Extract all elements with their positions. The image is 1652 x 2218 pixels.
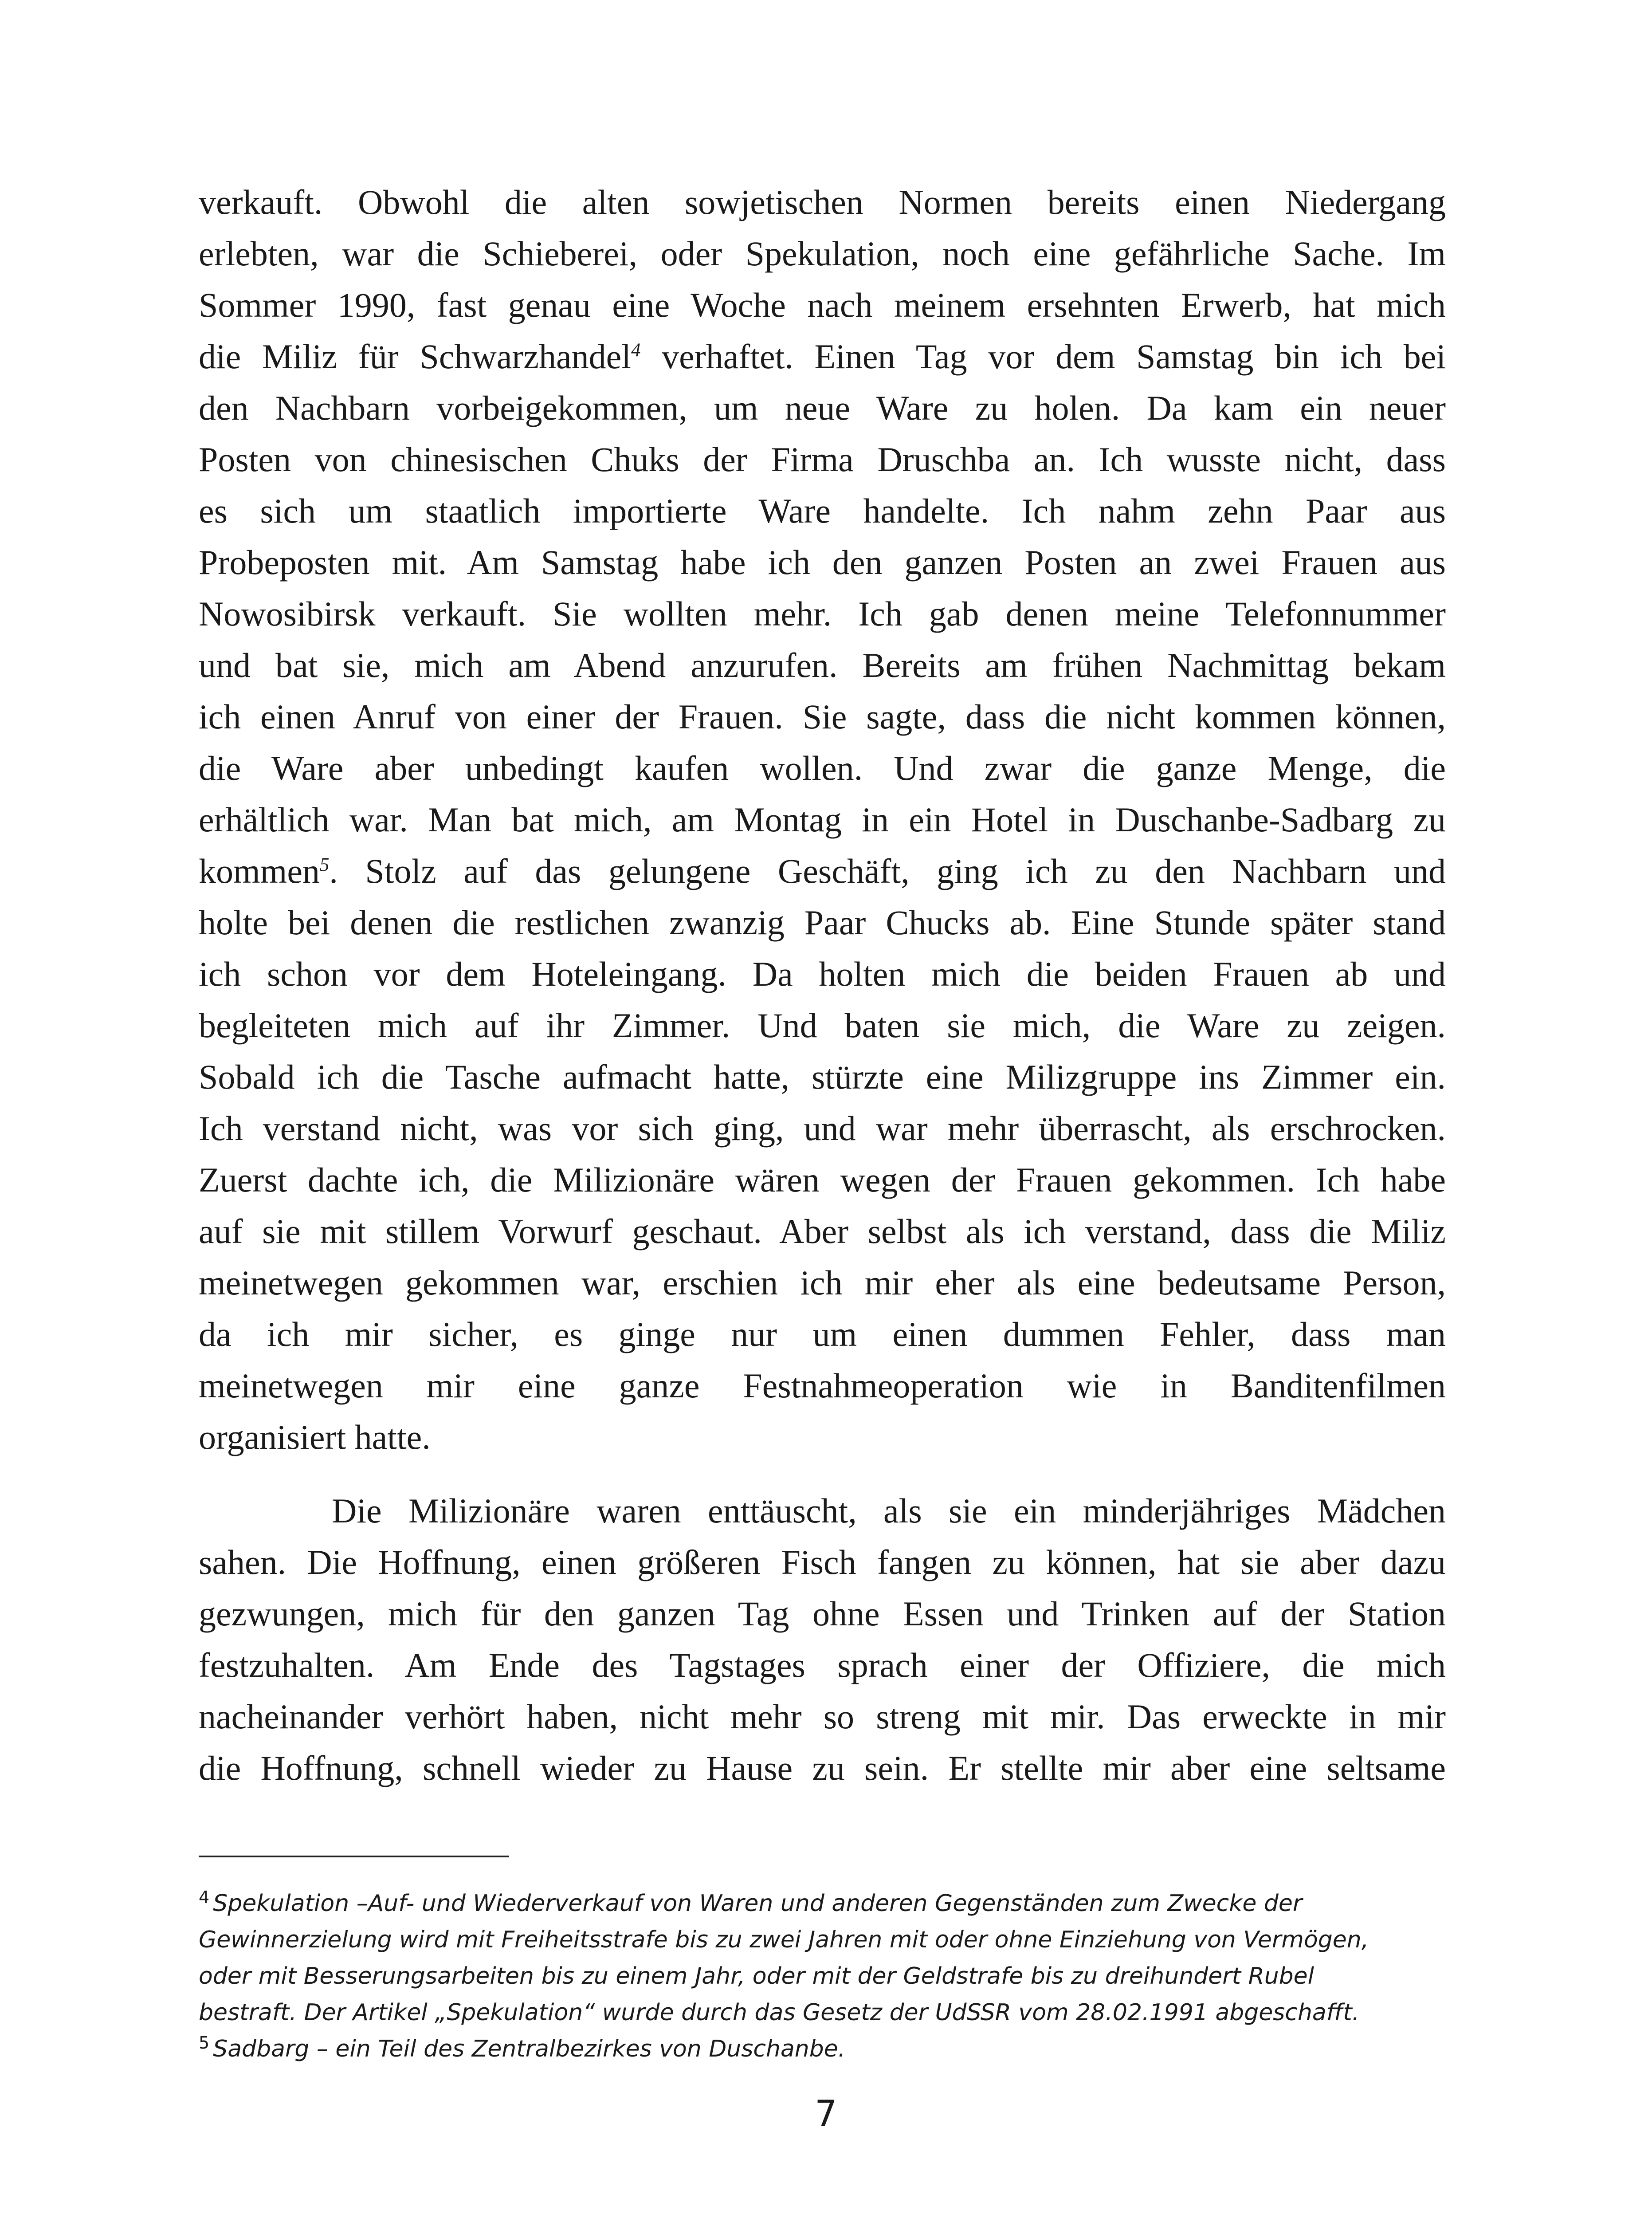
text-segment: . Stolz auf das gelungene Geschäft, ging ich zu den Nachbarn und bbox=[329, 852, 1446, 890]
text-line: Ich verstand nicht, was vor sich ging, und war mehr überrascht, als erschrocken. bbox=[199, 1109, 1446, 1148]
text-line: erhältlich war. Man bat mich, am Montag in ein Hotel in Duschanbe-Sadbarg zu bbox=[199, 800, 1446, 839]
text-line: Die Milizionäre waren enttäuscht, als sie ein minderjähriges Mädchen bbox=[332, 1491, 1446, 1530]
body-paragraph-2 bbox=[199, 1485, 1446, 1794]
text-line: sahen. Die Hoffnung, einen größeren Fisch fangen zu können, hat sie aber dazu bbox=[199, 1543, 1446, 1581]
text-line: auf sie mit stillem Vorwurf geschaut. Aber selbst als ich verstand, dass die Miliz bbox=[199, 1212, 1446, 1251]
footnotes bbox=[199, 1885, 1446, 2067]
footnote-text: Sadbarg – ein Teil des Zentralbezirkes von Duschanbe. bbox=[213, 2036, 846, 2062]
footnote-separator bbox=[199, 1856, 509, 1857]
footnote-text: Spekulation –Auf- und Wiederverkauf von Waren und anderen Gegenständen zum Zwecke der bbox=[213, 1890, 1303, 1917]
text-line: die Hoffnung, schnell wieder zu Hause zu sein. Er stellte mir aber eine seltsame bbox=[199, 1749, 1446, 1787]
text-line: ich einen Anruf von einer der Frauen. Sie sagte, dass die nicht kommen können, bbox=[199, 697, 1446, 736]
text-line: und bat sie, mich am Abend anzurufen. Bereits am frühen Nachmittag bekam bbox=[199, 646, 1446, 684]
text-line: meinetwegen mir eine ganze Festnahmeoperation wie in Banditenfilmen bbox=[199, 1366, 1446, 1405]
footnote-line: bestraft. Der Artikel „Spekulation“ wurde durch das Gesetz der UdSSR vom 28.02.1991 abgeschafft. bbox=[199, 1999, 1360, 2026]
page-number: 7 bbox=[815, 2093, 837, 2134]
text-line: begleiteten mich auf ihr Zimmer. Und baten sie mich, die Ware zu zeigen. bbox=[199, 1006, 1446, 1045]
text-line: Nowosibirsk verkauft. Sie wollten mehr. Ich gab denen meine Telefonnummer bbox=[199, 594, 1446, 633]
footnote-line bbox=[199, 1885, 1446, 1922]
footnote-line bbox=[199, 2031, 1446, 2067]
body-paragraph-1 bbox=[199, 177, 1446, 1463]
footnote-line: Gewinnerzielung wird mit Freiheitsstrafe bis zu zwei Jahren mit oder ohne Einziehung von Vermögen, bbox=[199, 1927, 1369, 1953]
footnote-line: oder mit Besserungsarbeiten bis zu einem Jahr, oder mit der Geldstrafe bis zu dreihundert Rubel bbox=[199, 1963, 1315, 1990]
text-line: Probeposten mit. Am Samstag habe ich den ganzen Posten an zwei Frauen aus bbox=[199, 543, 1446, 582]
text-line-with-footnote-4 bbox=[199, 331, 1446, 382]
text-line: Sommer 1990, fast genau eine Woche nach meinem ersehnten Erwerb, hat mich bbox=[199, 286, 1446, 324]
text-segment: die Miliz für Schwarzhandel bbox=[199, 337, 631, 376]
text-line: holte bei denen die restlichen zwanzig Paar Chucks ab. Eine Stunde später stand bbox=[199, 903, 1446, 942]
footnote-number: 5 bbox=[199, 2033, 210, 2053]
text-line: meinetwegen gekommen war, erschien ich mir eher als eine bedeutsame Person, bbox=[199, 1263, 1446, 1302]
text-segment: kommen bbox=[199, 852, 320, 890]
text-line: verkauft. Obwohl die alten sowjetischen Normen bereits einen Niedergang bbox=[199, 183, 1446, 221]
text-line: ich schon vor dem Hoteleingang. Da holten mich die beiden Frauen ab und bbox=[199, 955, 1446, 993]
text-line: Sobald ich die Tasche aufmacht hatte, stürzte eine Milizgruppe ins Zimmer ein. bbox=[199, 1058, 1446, 1096]
text-line: da ich mir sicher, es ginge nur um einen dummen Fehler, dass man bbox=[199, 1315, 1446, 1353]
footnote-4 bbox=[199, 1885, 1446, 2031]
text-line: gezwungen, mich für den ganzen Tag ohne Essen und Trinken auf der Station bbox=[199, 1594, 1446, 1633]
footnote-ref-4: 4 bbox=[631, 340, 641, 361]
text-line-with-footnote-5 bbox=[199, 846, 1446, 897]
text-line: nacheinander verhört haben, nicht mehr so streng mit mir. Das erweckte in mir bbox=[199, 1697, 1446, 1736]
footnote-number: 4 bbox=[199, 1887, 210, 1907]
text-line: die Ware aber unbedingt kaufen wollen. Und zwar die ganze Menge, die bbox=[199, 749, 1446, 787]
footnote-5 bbox=[199, 2031, 1446, 2067]
text-segment: verhaftet. Einen Tag vor dem Samstag bin ich bei bbox=[640, 337, 1446, 376]
text-line: organisiert hatte. bbox=[199, 1418, 431, 1456]
text-line: festzuhalten. Am Ende des Tagstages sprach einer der Offiziere, die mich bbox=[199, 1646, 1446, 1684]
text-line: Zuerst dachte ich, die Milizionäre wären wegen der Frauen gekommen. Ich habe bbox=[199, 1160, 1446, 1199]
text-line: den Nachbarn vorbeigekommen, um neue Ware zu holen. Da kam ein neuer bbox=[199, 389, 1446, 427]
text-line: erlebten, war die Schieberei, oder Spekulation, noch eine gefährliche Sache. Im bbox=[199, 234, 1446, 273]
text-line: es sich um staatlich importierte Ware handelte. Ich nahm zehn Paar aus bbox=[199, 492, 1446, 530]
footnote-ref-5: 5 bbox=[319, 854, 330, 875]
text-line: Posten von chinesischen Chuks der Firma Druschba an. Ich wusste nicht, dass bbox=[199, 440, 1446, 479]
